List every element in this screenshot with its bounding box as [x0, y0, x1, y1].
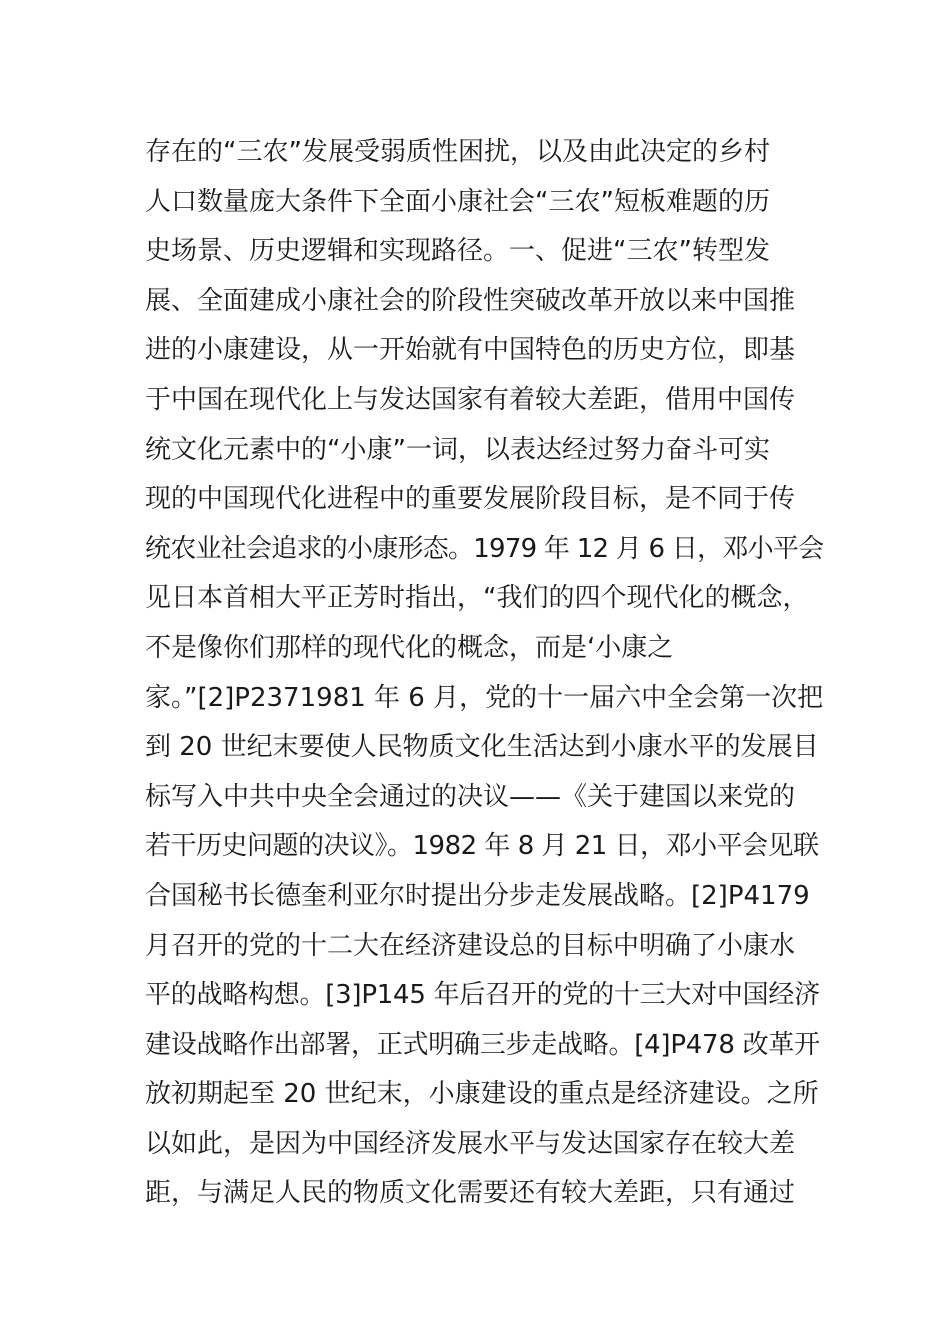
text-line: 统农业社会追求的小康形态。1979 年 12 月 6 日，邓小平会: [145, 533, 824, 564]
text-line: 平的战略构想。[3]P145 年后召开的党的十三大对中国经济: [145, 980, 820, 1011]
text-line: 若干历史问题的决议》。1982 年 8 月 21 日，邓小平会见联: [145, 831, 819, 862]
text-line: 现的中国现代化进程中的重要发展阶段目标，是不同于传: [145, 484, 796, 515]
text-line: 史场景、历史逻辑和实现路径。一、促进“三农”转型发: [145, 236, 770, 267]
text-line: 家。”[2]P2371981 年 6 月，党的十一届六中全会第一次把: [145, 682, 824, 713]
text-line: 到 20 世纪末要使人民物质文化生活达到小康水平的发展目: [145, 732, 819, 763]
text-line: 进的小康建设，从一开始就有中国特色的历史方位，即基: [145, 335, 796, 366]
text-line: 月召开的党的十二大在经济建设总的目标中明确了小康水: [145, 930, 796, 961]
text-line: 展、全面建成小康社会的阶段性突破改革开放以来中国推: [145, 285, 796, 316]
text-line: 存在的“三农”发展受弱质性困扰，以及由此决定的乡村: [145, 137, 770, 167]
text-line: 统文化元素中的“小康”一词，以表达经过努力奋斗可实: [145, 434, 770, 465]
text-line: 标写入中共中央全会通过的决议——《关于建国以来党的: [145, 781, 796, 812]
text-line: 不是像你们那样的现代化的概念，而是‘小康之: [145, 632, 674, 663]
text-line: 人口数量庞大条件下全面小康社会“三农”短板难题的历: [145, 186, 770, 217]
text-line: 距，与满足人民的物质文化需要还有较大差距，只有通过: [145, 1178, 796, 1209]
text-line: 见日本首相大平正芳时指出，“我们的四个现代化的概念，: [145, 583, 809, 614]
text-line: 建设战略作出部署，正式明确三步走战略。[4]P478 改革开: [145, 1029, 820, 1060]
text-line: 合国秘书长德奎利亚尔时提出分步走发展战略。[2]P4179: [145, 880, 810, 911]
body-paragraph: [145, 128, 825, 1219]
text-line: 于中国在现代化上与发达国家有着较大差距，借用中国传: [145, 384, 796, 415]
text-line: 放初期起至 20 世纪末，小康建设的重点是经济建设。之所: [145, 1079, 819, 1110]
text-line: 以如此，是因为中国经济发展水平与发达国家存在较大差: [145, 1128, 796, 1159]
